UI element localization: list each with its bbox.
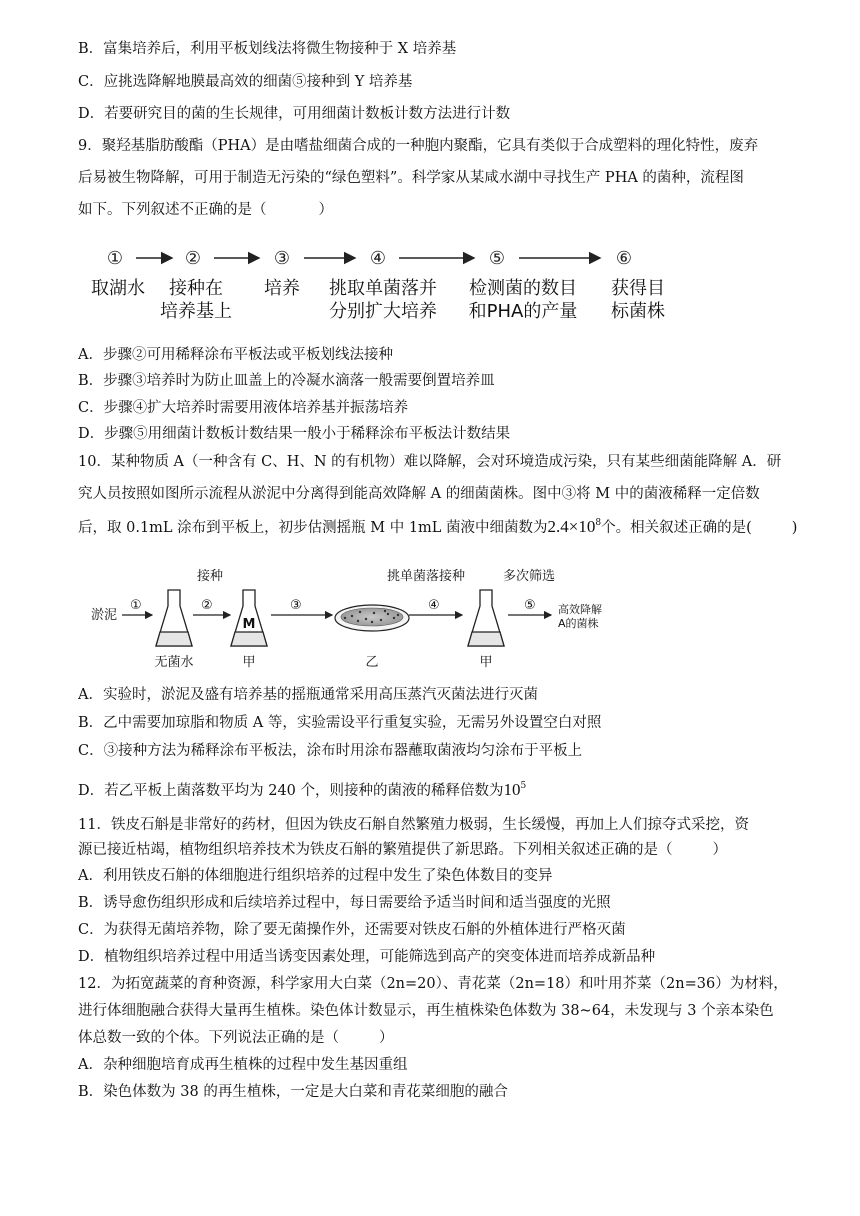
option-10a: A．实验时，淤泥及盛有培养基的摇瓶通常采用高压蒸汽灭菌法进行灭菌 [78,687,538,703]
question-12-line-2: 进行体细胞融合获得大量再生植株。染色体计数显示，再生植株染色体数为 38~64，未发现与 3 个亲本染色 [78,1003,774,1019]
flow10-step-2: ② [201,598,213,613]
pha-flow-diagram [0,242,860,342]
option-11c: C．为获得无菌培养物，除了要无菌操作外，还需要对铁皮石斛的外植体进行严格灭菌 [78,922,626,938]
flow10-top-label-3: 多次筛选 [503,569,556,584]
question-9-line-1: 9．聚羟基脂肪酸酯（PHA）是由嗜盐细菌合成的一种胞内聚酯，它具有类似于合成塑料的理化特性，废弃 [78,138,759,154]
option-8b: B．富集培养后，利用平板划线法将微生物接种于 X 培养基 [78,41,457,57]
question-12-line-3: 体总数一致的个体。下列说法正确的是（ ） [78,1030,394,1046]
flow9-label-6a: 获得目 [611,278,665,299]
flow9-step-4: ④ [369,248,387,269]
petri-dish [335,605,409,631]
question-12-line-1: 12．为拓宽蔬菜的育种资源，科学家用大白菜（2n=20）、青花菜（2n=18）和叶用芥菜（2n=36）为材料， [78,976,788,992]
flow10-bottom-label-2: 甲 [242,655,256,670]
flow10-end-line-1: 高效降解 [558,603,602,616]
flow10-top-label-2: 挑单菌落接种 [387,569,466,584]
flow9-label-3: 培养 [264,278,300,299]
option-9d: D．步骤⑤用细菌计数板计数结果一般小于稀释涂布平板法计数结果 [78,426,511,442]
option-10b: B．乙中需要加琼脂和物质 A 等，实验需设平行重复实验，无需另外设置空白对照 [78,715,602,731]
option-8c: C．应挑选降解地膜最高效的细菌⑤接种到 Y 培养基 [78,74,413,90]
option-11a: A．利用铁皮石斛的体细胞进行组织培养的过程中发生了染色体数目的变异 [78,868,553,884]
question-9-line-3: 如下。下列叙述不正确的是（ ） [78,202,333,218]
flow9-label-4b: 分别扩大培养 [329,301,437,322]
flow9-step-3: ③ [273,248,291,269]
flow9-label-5a: 检测菌的数目 [469,278,577,299]
question-10-line-1: 10．某种物质 A（一种含有 C、H、N 的有机物）难以降解，会对环境造成污染，只有某些细菌能降解 A．研 [78,454,782,470]
flow10-step-5: ⑤ [524,598,536,613]
option-10c: C．③接种方法为稀释涂布平板法，涂布时用涂布器蘸取菌液均匀涂布于平板上 [78,743,583,759]
flask-jia-2 [468,590,504,646]
flow9-label-6b: 标菌株 [611,301,665,322]
option-12a: A．杂种细胞培育成再生植株的过程中发生基因重组 [78,1057,408,1073]
flow9-step-5: ⑤ [488,248,506,269]
flow10-step-4: ④ [428,598,440,613]
flow9-step-2: ② [184,248,202,269]
flow10-bottom-label-4: 甲 [479,655,493,670]
flow9-label-1: 取湖水 [91,278,145,299]
flow9-label-2a: 接种在 [169,278,223,299]
option-10d: D．若乙平板上菌落数平均为 240 个，则接种的菌液的稀释倍数为$10^5$ [78,780,527,799]
isolation-flow-diagram [0,562,860,687]
flask-sterile-water [156,590,192,646]
option-9c: C．步骤④扩大培养时需要用液体培养基并振荡培养 [78,400,409,416]
flow9-label-4a: 挑取单菌落并 [329,278,437,299]
option-9a: A．步骤②可用稀释涂布平板法或平板划线法接种 [78,347,393,363]
option-8d: D．若要研究目的菌的生长规律，可用细菌计数板计数方法进行计数 [78,106,511,122]
flow9-label-5b: 和PHA的产量 [468,301,578,322]
flow10-start: 淤泥 [91,608,118,623]
question-9-line-2: 后易被生物降解，可用于制造无污染的“绿色塑料”。科学家从某咸水湖中寻找生产 PHA 的菌种，流程图 [78,170,744,186]
option-11d: D．植物组织培养过程中用适当诱变因素处理，可能筛选到高产的突变体进而培养成新品种 [78,949,656,965]
question-10-line-2: 究人员按照如图所示流程从淤泥中分离得到能高效降解 A 的细菌菌株。图中③将 M 中的菌液稀释一定倍数 [78,486,760,502]
option-9b: B．步骤③培养时为防止皿盖上的冷凝水滴落一般需要倒置培养皿 [78,373,495,389]
flow10-bottom-label-1: 无菌水 [154,655,194,670]
option-11b: B．诱导愈伤组织形成和后续培养过程中，每日需要给予适当时间和适当强度的光照 [78,895,611,911]
flow10-step-3: ③ [290,598,302,613]
flow9-step-1: ① [106,248,124,269]
flow10-bottom-label-3: 乙 [365,655,379,670]
flow10-top-label-1: 接种 [197,569,224,584]
flow10-end-line-2: A的菌株 [558,617,599,630]
flask-m-label: M [242,617,256,632]
option-12b: B．染色体数为 38 的再生植株，一定是大白菜和青花菜细胞的融合 [78,1084,508,1100]
flow9-step-6: ⑥ [615,248,633,269]
question-10-line-3: 后，取 0.1mL 涂布到平板上，初步估测摇瓶 M 中 1mL 菌液中细菌数为$2.4\times 10^8$个。相关叙述正确的是( ) [78,517,798,536]
question-11-line-1: 11．铁皮石斛是非常好的药材，但因为铁皮石斛自然繁殖力极弱，生长缓慢，再加上人们掠夺式采挖，资 [78,817,749,833]
flow9-label-2b: 培养基上 [160,301,232,322]
flow10-step-1: ① [130,598,142,613]
question-11-line-2: 源已接近枯竭，植物组织培养技术为铁皮石斛的繁殖提供了新思路。下列相关叙述正确的是（ ） [78,842,727,858]
